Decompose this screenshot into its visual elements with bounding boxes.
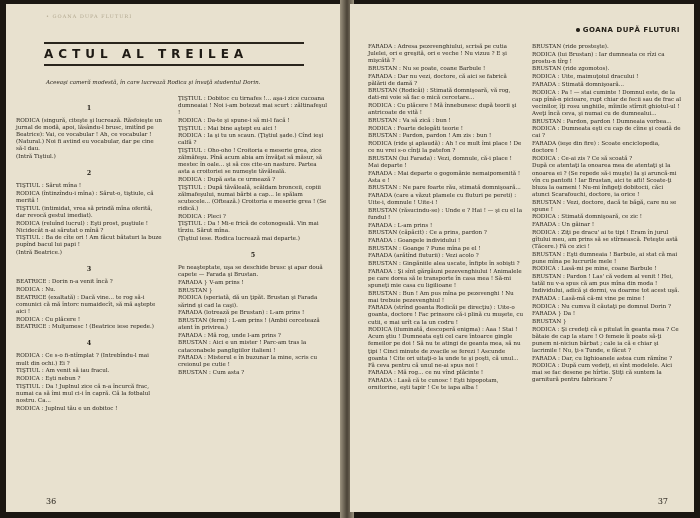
scene-intro: Aceeaşi cameră modestă, în care lucrează Rodica şi învaţă studentul Dorin. [46,80,261,86]
left-page [6,4,346,512]
dialogue-line: BRUSTAN : Cum asta ? [178,369,245,376]
bullet-icon [576,28,580,32]
dialogue-line: BRUSTAN } [178,287,213,294]
dialogue-line: FARADA : Adresa pezevenghiului, scrisă pe cutia Julelei, ori e greşită, ori e veche ! Nu vizuu ? E şi mişcătă ? [368,44,507,65]
dialogue-line: FARADA : Misterul e în buzunar la mine, scris cu creionul pe cutie ! [178,355,318,369]
dialogue-line: RODICA : Juplnul tău e un dobitoc ! [16,405,118,412]
scene-number: 2 [86,170,92,178]
dialogue-line: RODICA : Ce s-o fi-ntîmplat ? (Intrebîndu-l mai mult din ochi.) Ei ? [16,353,149,367]
dialogue-line: FARADA : Lasă că te cunosc ! Eşti hipopotam, ornitorine, eşti tapir ! Ce te iapa alba ! [368,378,499,392]
dialogue-line: BRUSTAN : Pardon, pardon ! Dumneaia vorbea... [532,118,672,125]
left-column-1 [16,96,162,413]
dialogue-line: RODICA : Ia şi tu un scaun. (Ţiştiul şade.) Cînd ieşi calfă ? [178,133,324,147]
dialogue-line: BRUSTAN : Ne pare foarte rău, stimată domnişoară... [368,185,521,192]
dialogue-line: TIŞTIUL : Am venit să iau fracul. [16,368,110,375]
dialogue-line: După ce atentaţi la onoarea mea de atentaţi şi la onoarea ei ? (Se repede să-i muşte) Ia şi aruncă-mi vîn cu pantofii ! Iar Brustan, aici te afli! Scoate-ţi bluza la oameni ! Nu-mi înfigeţi dobitocii, căci atunci Scarafouchi, doctore, ia orice ! [532,163,677,198]
dialogue-line: RODICA (iluminată, descoperă enigma) : Aaa ! Stai ! Acum ştiu ! Dumneata eşti cel care întoarce gingle femeilor pe doi ! Să nu te atingi de geanta mea, să nu ţipi ! Cinci minute de zvacile se ferezi ! Ascunde goanta ! Cite ori uitaţi-o la unde te şi poşti, că unul... Fă ceva pentru că unul ne-ai spus noi ! [368,327,521,369]
dialogue-line: (Intră Tiştiul.) [16,154,56,161]
right-page [350,4,694,512]
dialogue-line: RODICA : Lasă-mi pe mine, coane Barbule ! [532,266,657,273]
dialogue-line: BRUSTAN : Vezi, doctore, dacă te băgă, care nu se spune ! [532,199,677,213]
dialogue-line: RODICA : Nu. [16,287,56,294]
dialogue-line: ŢIŞTIUL : Da ! Mi-e frică de cotonogeală. Vin mai tîrziu. Sărut mîna. [178,221,319,235]
dialogue-line: FARADA : Un găinar ! [532,221,595,228]
act-title: ACTUL AL TREILEA [44,47,249,61]
dialogue-line: RODICA : Ce-ai zis ? Ce să scoată ? [532,155,633,162]
scene-number: 4 [86,340,92,348]
dialogue-line: BRUSTAN (Rodicăi) : Stimată domnişoară, vă rog, dati-mi voie să fac o mică cercetare... [368,88,511,102]
dialogue-line: TIŞTIUL (intimidat, vrea să prindă mîna oferită, dar revocă gestul imediat). [16,205,153,219]
dialogue-line: RODICA : Da-te şi spune-i să mi-l facă ! [178,117,290,124]
dialogue-line: RODICA : După cum vedeţi, ei sînt modelele. Aici mai se fac desene pe hîrtie. Ştiţi că suntem la garnitură pentru fabricare ? [532,363,673,384]
dialogue-line: BRUSTAN : Eşti dumneaia ! Barbule, ai stat că mai pune mîna pe lucrurile mele ! [532,251,678,265]
dialogue-line: FARADA : L-am prins ! [368,222,433,229]
dialogue-line: FARADA : Mă rog... ce nu vînd plăcinte ! [368,370,484,377]
dialogue-line: BEATRICE : Mulţumesc ! (Beatrice iese repede.) [16,324,154,331]
dialogue-line: RODICA (speriată, dă un ţipăt. Brustan şi Farada sărind şi cad la caşi). [178,295,318,309]
dialogue-line: BRUSTAN : Goange ? Pune mîna pe el ! [368,245,481,252]
dialogue-line: FARADA (lotrează pe Brustan) : L-am prins ! [178,310,305,317]
page-number-right: 37 [657,497,668,506]
dialogue-line: BRUSTAN : Bun ! Am pus mîna pe pezevenghi ! Nu mai trebuie pezevenghiul ! [368,290,514,304]
dialogue-line: BRUSTAN : Pardon, pardon ! Am zis : bun ! [368,133,492,140]
running-header [576,26,680,34]
title-rule-top [44,42,304,44]
dialogue-line: RODICA (lui Brustan) : Iar dumneata ce rîzi ca prostu-n tîrg ! [532,51,665,65]
dialogue-line: RODICA : După asta ce urmează ? [178,177,276,183]
dialogue-line: RODICA (ride şi aplaudă) : Ah ! ce mult îmi place ! De ce nu vrei s-o cînţi la patefon ? [368,140,522,155]
dialogue-line: BEATRICE : Dorin n-a venit încă ? [16,279,113,286]
dialogue-line: RODICA : Eşti nebun ? [16,375,81,382]
dialogue-line: ŢIŞTIUL : Mai bine aştept eu aici ! [178,125,277,132]
dialogue-line: BRUSTAN : Pardon ! Las' că vedem al venit ! Hei, tatăl nu v-a spus că am pus mîna din moda ! Individului, adică şi dormi, va doarme tot acest uşă. [532,274,680,295]
dialogue-line: RODICA (întinzîndu-i mîna) : Sărut-o, tiştiule, că merită ! [16,191,154,205]
right-column-1 [368,44,524,393]
running-header-faint: • GOANA DUPA FLUTURI [46,14,133,20]
dialogue-line: RODICA : Pleci ? [178,213,226,220]
dialogue-line: FARADA : Şi sînt gărgăuni pezevenghiului ! Animalele pe care dorea să le transporte în casa mea ! Să-mi spuneţi mie casa cu ligilioane ! [368,268,522,289]
scene-number: 1 [86,105,92,112]
dialogue-line: RODICA (reluînd lucrul) : Eşti prost, puştiule ! Nicidecât n-ai sărutat o mînă ? [16,220,148,234]
dialogue-line: BRUSTAN (răsucindu-se) : Unde e ? Hai ! — şi cu el la fundul ! [368,207,523,221]
dialogue-line: RODICA : Ziţi pe dracu' ai te tipi ! Eram în jurul gîtului meu, am prins să se stîrnească. Feteşte astă (Tăcere.) Fă ce zici ! [532,229,678,250]
dialogue-line: RODICA : Stimată domnişoară, ce zic ! [532,214,643,221]
dialogue-line: RODICA (singură, citeşte şi lucrează. Răsfoieşte un jurnal de modă, apoi, lăsându-l brusc, imitînd pe Beatrice): Vai, ce vocabular ! Ah, ce vocabular ! (Natural.) Noi fi aviind eu vocabular, dar pe cine să-l dau. [16,118,162,153]
dialogue-line: TIŞTIUL : Ba de cîte ori ! Am făcut bătaturi la buze pupînd bacul lui papi ! [16,235,162,249]
dialogue-line: FARADA (ieşe din fire) : Scoate enciclopedia, doctore ! [532,140,660,155]
dialogue-line: FARADA (care a văzut plamele cu fluturi pe pereti) : Uite-i, domnule ! Uite-i ! [368,193,517,207]
dialogue-line: FARADA : Dar nu vezi, doctore, că aici se fabrică pălării de damă ? [368,73,507,87]
title-rule-bottom [44,64,304,66]
dialogue-line: BRUSTAN : Aici e un mister ! Parc-am tras la cataconabele pangligiilor italieni ! [178,340,307,354]
dialogue-line: RODICA : Dumneata eşti cu cap de cîine şi coadă de cai ? [532,126,681,140]
dialogue-line: BRUSTAN : Gingăniile alea uscate, înfipte în sobişti ? [368,261,520,267]
dialogue-line: (Ţiştiul iese. Rodica lucrează mai departe.) [178,236,300,243]
dialogue-line: BRUSTAN : Nu se poate, coane Barbule ! [368,65,486,72]
dialogue-line: FARADA : Lasă-mă că-mi vine pe mine ! [532,295,645,302]
dialogue-line: ŢIŞTIUL : După tăvăleală, scăldam bronceii, copiii zălmafeşului, numai bărbi a cap... le spălam scutecele... (Oftează.) Croitoria e meserie grea ! (Se ridică.) [178,184,327,212]
page-number-left: 36 [46,497,57,506]
dialogue-line: BEATRICE (exaltată) : Dacă vine... te rog să-i comunici că mă întorc numaidecît, să mă aştepte aici ! [16,294,156,315]
dialogue-line: BRUSTAN (ride prosteşte). [532,44,609,50]
dialogue-line: FARADA : Mai departe o gogomănie nemaipomenită ! Asta e ! [368,170,521,184]
left-column-2 [178,96,328,378]
right-column-2 [532,44,682,385]
dialogue-line: ŢIŞTIUL : Dobitoc cu tirnafes !... aşa-i zice cucoana dumneaiai ! Noi i-am botezat mai scurt : zăltinafeşul ! [178,96,328,117]
dialogue-line: FARADA (arătînd fluturii) : Vezi acolo ? [368,253,479,260]
scene-number: 3 [86,266,92,274]
dialogue-line: ŢIŞTIUL : Oho-oho ! Croitoria e meserie grea, zice zălmăfeşu. Pînă acum abia am învăţat să măsur, să mestec în oale... şi să cos cite-un nasture. Partea asta a croitoriei se numeşte tăvăleală. [178,148,323,176]
dialogue-line: BRUSTAN (ferm) : L-am prins ! (Ambii cercetează atent în privirea.) [178,317,320,332]
dialogue-line: Pe neaşteptate, uşa se deschide brusc şi apar două capete — Farada şi Brustan. [178,265,323,279]
dialogue-line: TIŞTIUL : Sărut mîna ! [16,183,82,190]
dialogue-line: BRUSTAN : Va să zică : bun ! [368,117,451,124]
scene-number: 5 [250,252,256,260]
dialogue-line: RODICA : Foarte delegăti teorie ! [368,125,463,132]
dialogue-line: BRUSTAN (ride zgomotos). [532,66,610,73]
dialogue-line: RODICA : Cu plăcere ! [16,316,81,323]
dialogue-line: FARADA : Goangele individului ! [368,237,461,244]
dialogue-line: (Intră Beatrice.) [16,250,62,257]
dialogue-line: FARADA } Da ! [532,311,576,318]
dialogue-line: RODICA : Nu cumva îl căutaţi pe domnul Dorin ? [532,303,672,310]
dialogue-line: BRUSTAN (căpăcit) : Ce a prins, pardon ? [368,230,487,237]
dialogue-line: FARADA : Dar, cu lighioanele astea cum rămîne ? [532,355,673,362]
dialogue-line: BRUSTAN } [532,318,567,325]
dialogue-line: RODICA : Uite, maimuţoiul dracului ! [532,74,639,81]
dialogue-line: RODICA : Pa ! — stai cuminte ! Domnul este, de la cap pînă-n picioare, rupt chiar de fecii sau de frac al vecinilor, îţi rosu unghiile, mîinile stîrnit ghiotul-ul ! Aveţi încă ceva, şi numai cu de dumnealui... [532,89,682,117]
dialogue-line: FARADA : Mă rog, unde l-am prins ? [178,332,281,339]
dialogue-line: RODICA : Cu plăcere ! Mă înnebunesc după teorii şi antricoate de vită ! [368,103,517,117]
dialogue-line: FARADA } V-am prins ! [178,280,244,287]
running-header-text: GOANA DUPĂ FLUTURI [582,26,680,34]
dialogue-line: FARADA (strînd goanta Rodicăi pe direcţiu) : Uite-o goanta, doctore ! Fac prinsore că-i plină cu muşete, cu cutii, e mai urît ca la un codru ! [368,305,524,326]
dialogue-line: BRUSTAN (lui Farada) : Vezi, domnule, că-i place ! Mai departe ! [368,155,512,169]
dialogue-line: RODICA : Şi credeţi că e pitulat în geanta mea ? Ce bătaie de cap la stare ! O femeie îi poate să-ţi punem ni-niciun bărbat ; cale ia că e chiar şi lacrimile ! Nu, ţi-s Tunde, e făcut ? [532,326,679,354]
dialogue-line: TIŞTIUL : Da ! Juplnul zice că n-a încurcă frac, numai ca să îmi mul ci-i în capră. Că la fotbalul nostru. Ca... [16,383,151,404]
dialogue-line: FARADA : Stimată domnişoară... [532,81,625,88]
